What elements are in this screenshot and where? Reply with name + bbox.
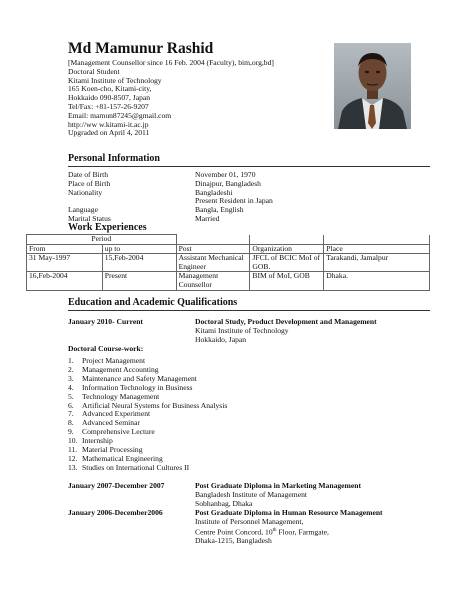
personal-info-list	[68, 171, 273, 224]
info-label: Marital Status	[68, 213, 111, 223]
edu-line: Centre Point Concord, 10th Floor, Farmgate,	[195, 527, 329, 537]
list-item: 13. Studies on International Cultures II	[68, 462, 190, 472]
table-cell: 15,Feb-2004	[102, 254, 176, 272]
list-item: 11. Material Processing	[68, 445, 143, 455]
table-cell: Present	[102, 272, 176, 290]
section-title-work: Work Experiences	[68, 222, 147, 233]
header-line: Tel/Fax: +81-157-26-9207	[68, 101, 149, 111]
list-item: 12. Mathematical Engineering	[68, 453, 163, 463]
column-header-organization: Organization	[250, 244, 324, 254]
period-header: Period	[27, 235, 177, 245]
column-header-post: Post	[176, 244, 250, 254]
section-title-education: Education and Academic Qualifications	[68, 297, 238, 308]
edu-line: Institute of Personnel Management,	[195, 516, 304, 526]
edu-entry-hrm	[195, 509, 383, 546]
info-value: Bangladeshi	[195, 187, 233, 197]
info-label: Place of Birth	[68, 178, 111, 188]
edu-degree: Doctoral Study, Product Development and Management	[195, 317, 377, 326]
edu-entry-marketing	[195, 482, 361, 508]
table-header-empty	[250, 235, 324, 245]
table-cell: BIM of MoI, GOB	[250, 272, 324, 290]
edu-line: Hokkaido, Japan	[195, 334, 247, 344]
header-line: Doctoral Student	[68, 66, 120, 76]
header-line: Upgraded on April 4, 2011	[68, 128, 150, 138]
list-item: 8. Advanced Seminar	[68, 418, 140, 428]
table-cell: 16,Feb-2004	[27, 272, 103, 290]
info-value: Married	[195, 213, 220, 223]
course-list	[68, 357, 227, 473]
list-item: 5. Technology Management	[68, 391, 160, 401]
candidate-name: Md Mamunur Rashid	[68, 40, 214, 57]
table-row	[27, 272, 430, 290]
edu-line: Sobhanbag, Dhaka	[195, 498, 253, 508]
edu-period: January 2006-December2006	[68, 508, 163, 517]
profile-photo	[334, 43, 411, 129]
list-item: 2. Management Accounting	[68, 364, 159, 374]
edu-line: Kitami Institute of Technology	[195, 325, 289, 335]
list-item: 6. Artificial Neural Systems for Business Analysis	[68, 400, 228, 410]
table-cell: Assistant Mechanical Engineer	[176, 254, 250, 272]
list-item: 9. Comprehensive Lecture	[68, 427, 155, 437]
header-line: Hokkaido 090-8507, Japan	[68, 93, 151, 103]
info-value: Dinajpur, Bangladesh	[195, 178, 261, 188]
edu-period: January 2010- Current	[68, 317, 143, 326]
edu-line: Bangladesh Institute of Management	[195, 489, 307, 499]
list-item: 1. Project Management	[68, 356, 146, 365]
work-experience-table	[26, 234, 430, 291]
list-item: 4. Information Technology in Business	[68, 382, 193, 392]
table-cell: Management Counsellor	[176, 272, 250, 290]
coursework-title: Doctoral Course-work:	[68, 344, 144, 353]
table-cell: JFCL of BCIC MoI of GOB.	[250, 254, 324, 272]
info-label: Nationality	[68, 187, 103, 197]
info-value: Bangla, English	[195, 205, 244, 215]
list-item: 3. Maintenance and Safety Management	[68, 373, 197, 383]
info-value: November 01, 1970	[195, 170, 256, 179]
table-header-empty	[324, 235, 430, 245]
edu-entry-doctoral	[195, 318, 377, 344]
info-label: Date of Birth	[68, 170, 109, 179]
column-header-from: From	[27, 244, 103, 254]
info-label: Language	[68, 205, 98, 215]
header-line: 165 Koen-cho, Kitami-city,	[68, 84, 152, 94]
edu-degree: Post Graduate Diploma in Human Resource Management	[195, 508, 383, 517]
table-cell: 31 May-1997	[27, 254, 103, 272]
column-header-place: Place	[324, 244, 430, 254]
table-header-empty	[176, 235, 250, 245]
header-line: Email: mamun87245@gmail.com	[68, 110, 172, 120]
list-item: 7. Advanced Experiment	[68, 409, 151, 419]
column-header-upto: up to	[102, 244, 176, 254]
header-line: [Management Counsellor since 16 Feb. 2004 (Faculty), bim,org,bd]	[68, 58, 274, 67]
header-line: Kitami Institute of Technology	[68, 75, 162, 85]
edu-period: January 2007-December 2007	[68, 481, 165, 490]
section-title-personal: Personal Information	[68, 153, 160, 164]
edu-degree: Post Graduate Diploma in Marketing Management	[195, 481, 361, 490]
table-cell: Tarakandi, Jamalpur	[324, 254, 430, 272]
website-link[interactable]: http://ww w.kitami-it.ac.jp	[68, 119, 149, 129]
list-item: 10. Internship	[68, 436, 113, 446]
table-row	[27, 254, 430, 272]
edu-line: Dhaka-1215, Bangladesh	[195, 535, 272, 545]
section-divider	[68, 310, 430, 311]
contact-block	[68, 59, 274, 138]
info-value: Present Resident in Japan	[195, 196, 273, 206]
table-cell: Dhaka.	[324, 272, 430, 290]
section-divider	[68, 166, 430, 167]
